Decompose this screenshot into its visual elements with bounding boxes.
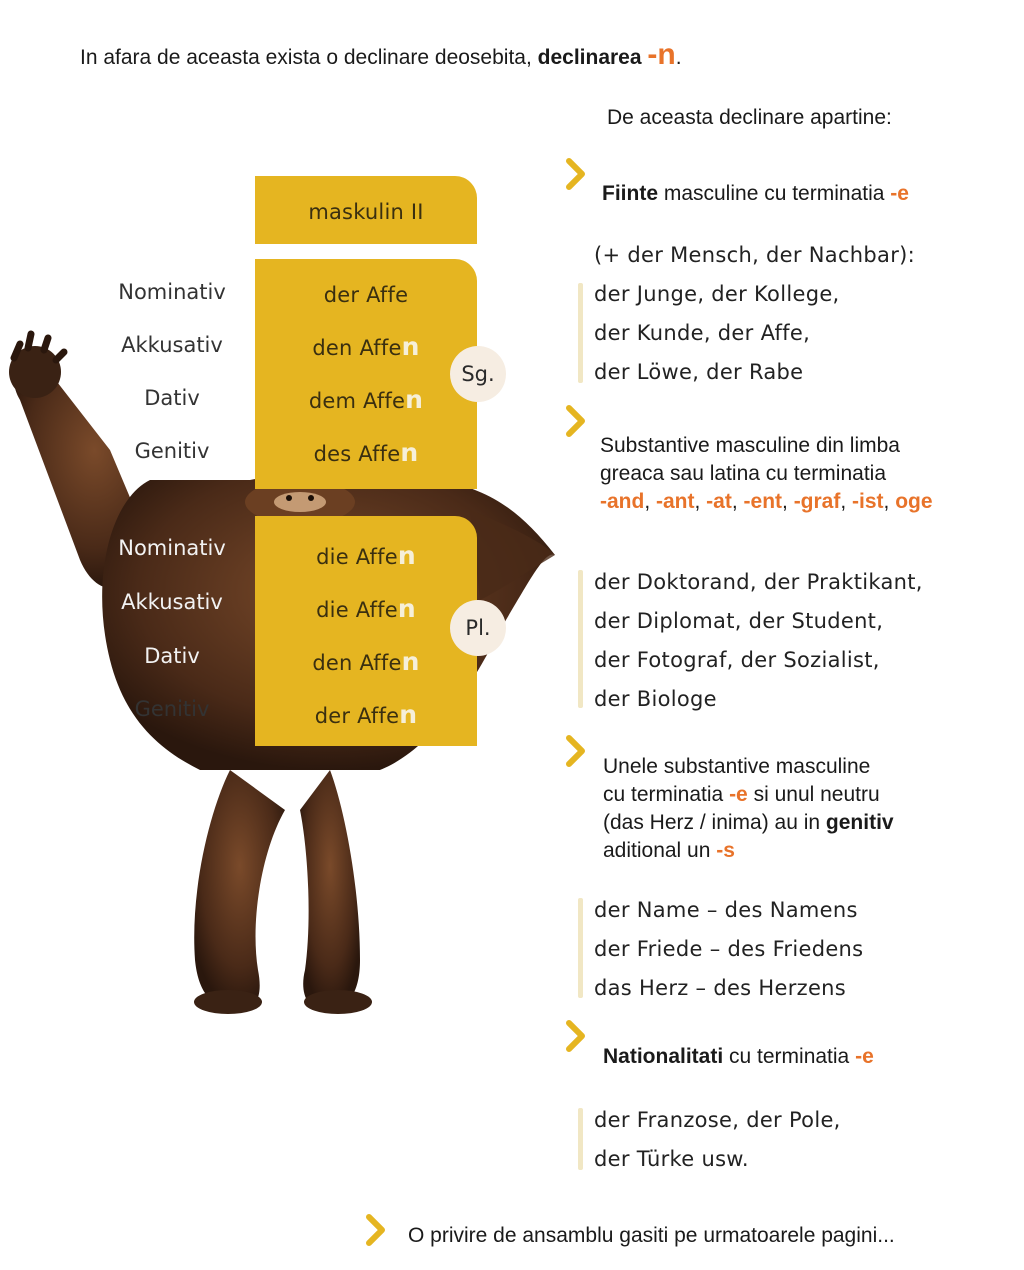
case-label: Dativ	[144, 644, 200, 668]
sg-row-akk: den Affen	[312, 332, 420, 361]
pl-row-akk: die Affen	[316, 594, 416, 623]
example-bar	[578, 283, 583, 383]
chevron-right-icon	[565, 735, 587, 767]
example-line: der Friede – des Friedens	[594, 937, 864, 961]
case-label: Genitiv	[134, 439, 210, 463]
example-line: das Herz – des Herzens	[594, 976, 847, 1000]
chevron-right-icon	[565, 158, 587, 190]
case-label: Genitiv	[134, 697, 210, 721]
example-line: der Fotograf, der Sozialist,	[594, 648, 880, 672]
example-line: der Biologe	[594, 687, 717, 711]
example-bar	[578, 570, 583, 708]
chevron-right-icon	[365, 1214, 387, 1246]
subheading: De aceasta declinare apartine:	[607, 106, 892, 129]
example-line: der Löwe, der Rabe	[594, 360, 804, 384]
chevron-right-icon	[565, 1020, 587, 1052]
section-2-heading: Substantive masculine din limba greaca sau latina cu terminatia -and, -ant, -at, -ent, -graf, -ist, oge	[600, 434, 933, 513]
section-1-note: (+ der Mensch, der Nachbar):	[594, 243, 916, 267]
intro-bold: declinarea	[537, 46, 648, 69]
example-line: der Franzose, der Pole,	[594, 1108, 841, 1132]
table-header: maskulin II	[255, 176, 477, 244]
case-label: Akkusativ	[121, 590, 223, 614]
example-bar	[578, 898, 583, 998]
case-label: Nominativ	[118, 536, 226, 560]
example-line: der Doktorand, der Praktikant,	[594, 570, 923, 594]
case-label: Nominativ	[118, 280, 226, 304]
chevron-right-icon	[565, 405, 587, 437]
case-label: Akkusativ	[121, 333, 223, 357]
sg-row-nom: der Affe	[323, 283, 409, 307]
example-line: der Diplomat, der Student,	[594, 609, 884, 633]
sg-row-gen: des Affen	[313, 438, 419, 467]
section-1-heading: Fiinte masculine cu terminatia -e	[602, 182, 909, 205]
pl-row-nom: die Affen	[316, 541, 416, 570]
example-bar	[578, 1108, 583, 1170]
case-label: Dativ	[144, 386, 200, 410]
example-line: der Junge, der Kollege,	[594, 282, 840, 306]
singular-badge: Sg.	[450, 346, 506, 402]
example-line: der Türke usw.	[594, 1147, 749, 1171]
pl-row-gen: der Affen	[314, 700, 418, 729]
section-3-heading: Unele substantive masculine cu terminatia -e si unul neutru (das Herz / inima) au in genitiv aditional un -s	[603, 755, 894, 862]
sg-row-dat: dem Affen	[308, 385, 424, 414]
section-4-heading: Nationalitati cu terminatia -e	[603, 1045, 874, 1068]
pl-row-dat: den Affen	[312, 647, 420, 676]
intro-line: In afara de aceasta exista o declinare deosebita, declinarea -n.	[80, 38, 682, 71]
plural-badge: Pl.	[450, 600, 506, 656]
example-line: der Kunde, der Affe,	[594, 321, 811, 345]
example-line: der Name – des Namens	[594, 898, 858, 922]
n-suffix: -n	[647, 38, 676, 71]
footer-note: O privire de ansamblu gasiti pe urmatoarele pagini...	[408, 1224, 895, 1247]
